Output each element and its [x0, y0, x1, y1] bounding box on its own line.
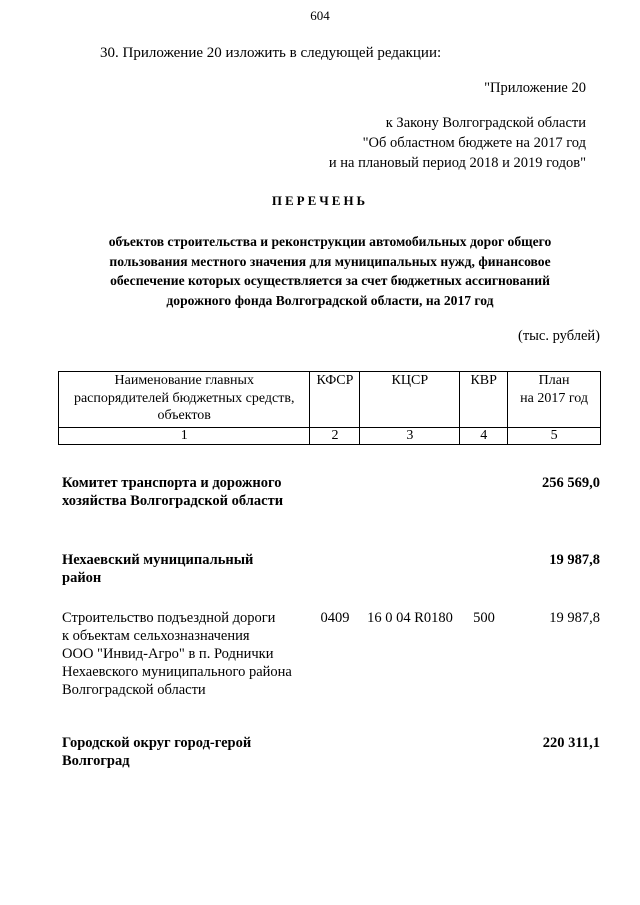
column-number: 4 — [460, 428, 508, 445]
appendix-line: к Закону Волгоградской области — [385, 115, 586, 131]
row-plan: 220 311,1 — [542, 735, 600, 751]
units-label: (тыс. рублей) — [518, 328, 600, 344]
header-name: Наименование главных распорядителей бюджетных средств, объектов — [59, 372, 310, 428]
row-plan: 19 987,8 — [549, 552, 600, 568]
row-name: Комитет транспорта и дорожного хозяйства Волгоградской области — [62, 475, 284, 509]
header-kvr: КВР — [460, 372, 508, 428]
subtitle-line: объектов строительства и реконструкции автомобильных дорог общего — [108, 234, 552, 249]
row-name: Нехаевский муниципальный район — [62, 552, 254, 586]
document-title: ПЕРЕЧЕНЬ — [271, 193, 369, 208]
column-number: 1 — [59, 428, 310, 445]
header-kcsr: КЦСР — [360, 372, 460, 428]
row-plan: 256 569,0 — [542, 475, 600, 491]
subtitle-line: дорожного фонда Волгоградской области, на 2017 год — [166, 292, 494, 308]
header-kfsr: КФСР — [310, 372, 360, 428]
appendix-line: и на плановый период 2018 и 2019 годов" — [328, 155, 586, 171]
row-plan: 19 987,8 — [549, 610, 600, 626]
table-header — [58, 371, 601, 445]
column-number: 3 — [360, 428, 460, 445]
row-kfsr: 0409 — [320, 610, 350, 626]
row-kcsr: 16 0 04 R0180 — [367, 610, 453, 626]
appendix-line: "Приложение 20 — [484, 80, 586, 96]
row-kvr: 500 — [473, 610, 495, 626]
document-subtitle — [60, 232, 600, 310]
amendment-heading: 30. Приложение 20 изложить в следующей редакции: — [100, 45, 442, 61]
row-name: Городской округ город-герой Волгоград — [62, 735, 252, 769]
row-name: Строительство подъездной дороги к объектам сельхозназначения ООО "Инвид-Агро" в п. Роднички Нехаевского муниципального района Волгоградской области — [62, 610, 292, 698]
subtitle-line: пользования местного значения для муниципальных нужд, финансовое — [109, 253, 551, 269]
subtitle-line: обеспечение которых осуществляется за счет бюджетных ассигнований — [110, 273, 550, 288]
header-plan: План на 2017 год — [508, 372, 601, 428]
appendix-line: "Об областном бюджете на 2017 год — [362, 135, 586, 151]
page-number: 604 — [310, 8, 330, 23]
column-number: 5 — [508, 428, 601, 445]
column-number: 2 — [310, 428, 360, 445]
